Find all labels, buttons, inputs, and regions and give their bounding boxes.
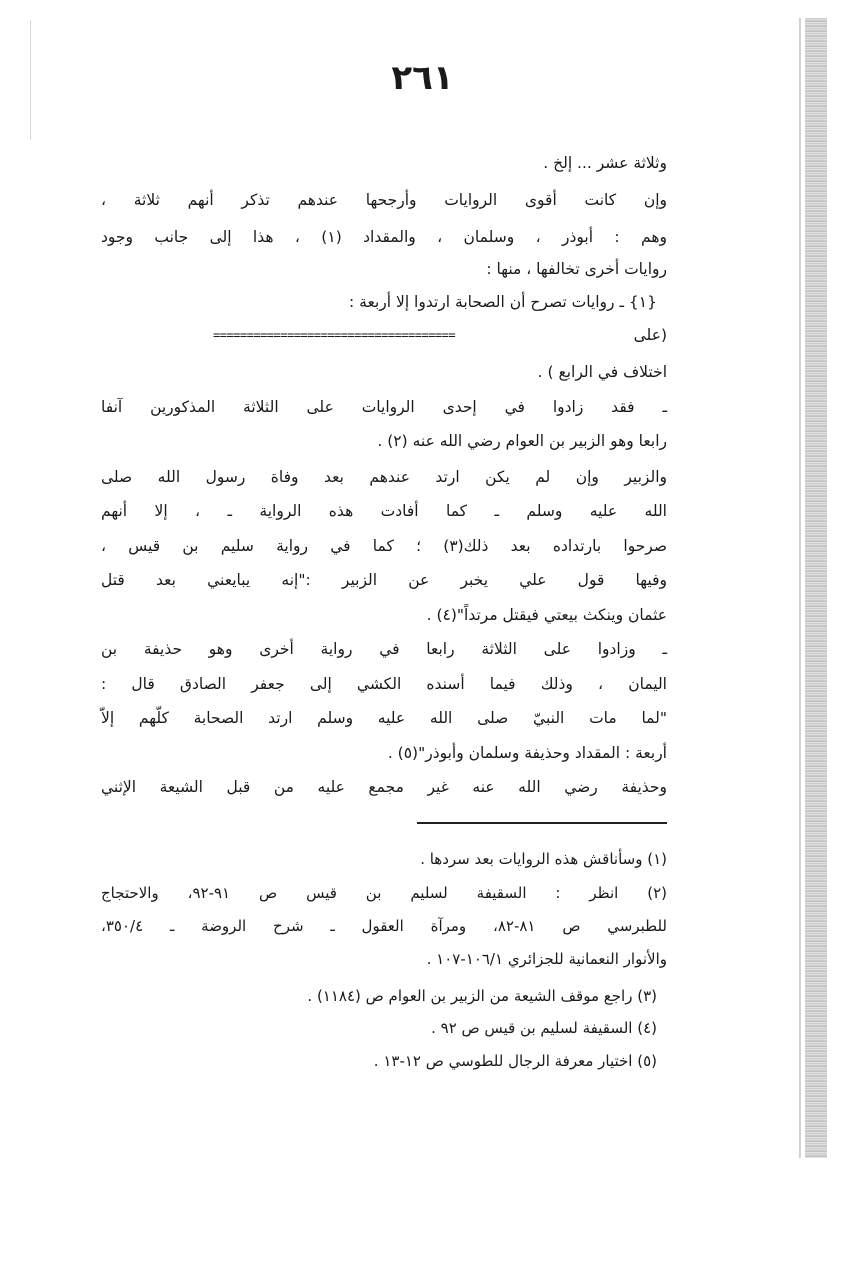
footnote-rule xyxy=(417,822,667,824)
body-line: صرحوا بارتداده بعد ذلك(٣) ؛ كما في رواية سليم بن قيس ، xyxy=(101,537,667,555)
page-number: ٢٦١ xyxy=(391,58,454,98)
separator-equals: ==================================== xyxy=(213,328,456,342)
body-line: اختلاف في الرابع ) . xyxy=(537,363,667,381)
separator-row xyxy=(101,326,667,350)
footnote: (٢) انظر : السقيفة لسليم بن قيس ص ٩١-٩٢، والاحتجاج xyxy=(101,884,667,902)
body-line: الله عليه وسلم ـ كما أفادت هذه الرواية ـ ، إلا أنهم xyxy=(101,502,667,520)
binding-edge xyxy=(805,18,827,1158)
body-line: أربعة : المقداد وحذيفة وسلمان وأبوذر"(٥) . xyxy=(387,744,667,762)
body-line: {١} ـ روايات تصرح أن الصحابة ارتدوا إلا أربعة : xyxy=(349,293,657,311)
binding-edge-line xyxy=(799,18,801,1158)
body-line: روايات أخرى تخالفها ، منها : xyxy=(486,260,667,278)
footnote: (٣) راجع موقف الشيعة من الزبير بن العوام ص (١١٨٤) . xyxy=(307,987,657,1005)
body-line: وفيها قول علي يخبر عن الزبير :"إنه يبايعني بعد قتل xyxy=(101,571,667,589)
body-line: ـ وزادوا على الثلاثة رابعا في رواية أخرى وهو حذيفة بن xyxy=(101,640,667,658)
footnote: والأنوار النعمانية للجزائري ١٠٦/١-١٠٧ . xyxy=(426,950,667,968)
body-line: ـ فقد زادوا في إحدى الروايات على الثلاثة المذكورين آنفا xyxy=(101,398,667,416)
body-line: وإن كانت أقوى الروايات وأرجحها عندهم تذكر أنهم ثلاثة ، xyxy=(101,191,667,209)
body-line: عثمان وينكث بيعتي فيقتل مرتداً"(٤) . xyxy=(426,606,667,624)
body-line: وهم : أبوذر ، وسلمان ، والمقداد (١) ، هذا إلى جانب وجود xyxy=(101,228,667,246)
body-line: والزبير وإن لم يكن ارتد عندهم بعد وفاة رسول الله صلى xyxy=(101,468,667,486)
footnote: (١) وسأناقش هذه الروايات بعد سردها . xyxy=(420,850,667,868)
footnote: (٤) السقيفة لسليم بن قيس ص ٩٢ . xyxy=(431,1019,657,1037)
body-line: "لما مات النبيّ صلى الله عليه وسلم ارتد الصحابة كلّهم إلاّ xyxy=(101,709,667,727)
body-line: رابعا وهو الزبير بن العوام رضي الله عنه (٢) . xyxy=(377,432,667,450)
body-line: وحذيفة رضي الله عنه غير مجمع عليه من قبل الشيعة الإثني xyxy=(101,778,667,796)
footnote: للطبرسي ص ٨١-٨٢، ومرآة العقول ـ شرح الروضة ـ ٣٥٠/٤، xyxy=(101,917,667,935)
footnote: (٥) اختيار معرفة الرجال للطوسي ص ١٢-١٣ . xyxy=(373,1052,657,1070)
body-line: وثلاثة عشر ... إلخ . xyxy=(543,154,667,172)
body-line: اليمان ، وذلك فيما أسنده الكشي إلى جعفر الصادق قال : xyxy=(101,675,667,693)
separator-label: (على xyxy=(633,326,667,344)
